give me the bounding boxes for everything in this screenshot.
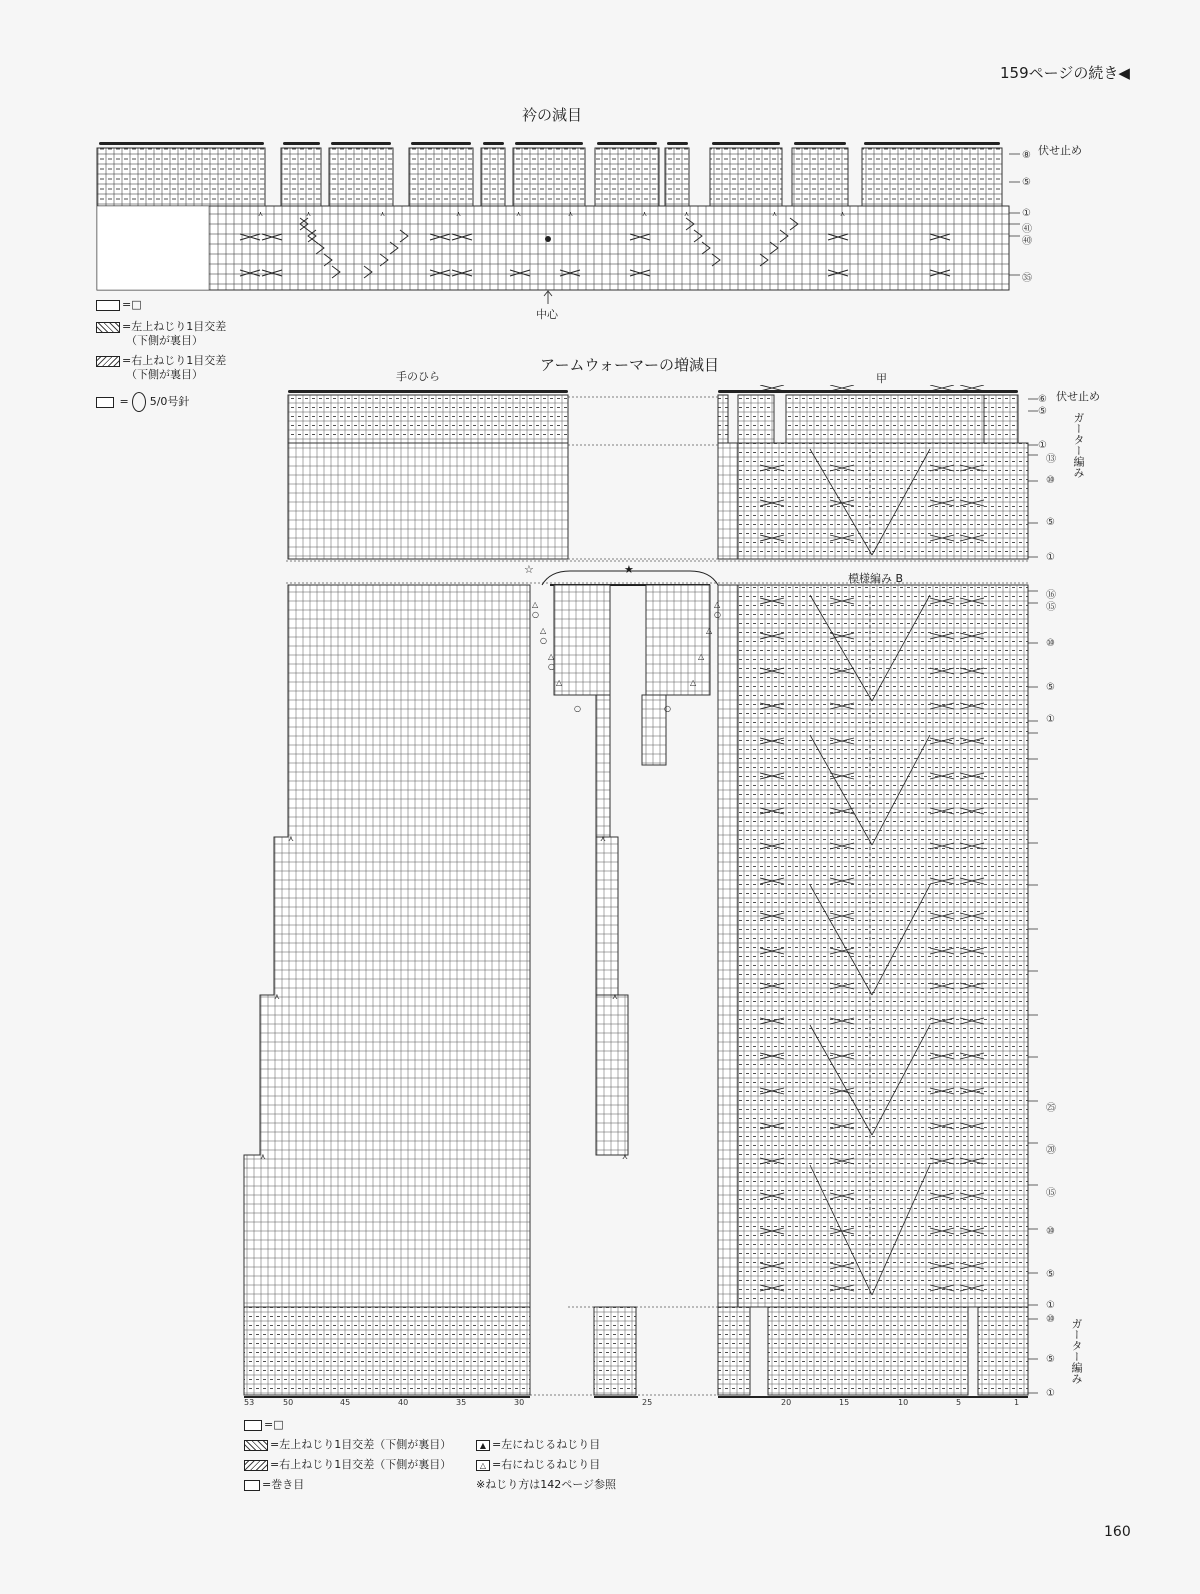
lower-row-1b: ① — [1046, 1300, 1055, 1311]
lower-row-20: ⑳ — [1046, 1145, 1056, 1156]
legend-top: =□ =左上ねじり1目交差 （下側が裏目） =右上ねじり1目交差 （下側が裏目） = 5/0号針 — [96, 298, 226, 412]
note-text: ※ねじり方は142ページ参照 — [476, 1478, 616, 1491]
left-cross-icon — [244, 1440, 268, 1451]
collar-row-8: ⑧ — [1022, 150, 1031, 161]
svg-text:△: △ — [698, 652, 705, 661]
palm-bindoff — [288, 390, 568, 393]
lower-row-10b: ⑩ — [1046, 1226, 1055, 1237]
x-tick-25: 25 — [642, 1398, 653, 1407]
svg-text:⋏: ⋏ — [840, 210, 846, 218]
x-tick-40: 40 — [398, 1398, 409, 1407]
purl-square-icon — [244, 1420, 262, 1431]
svg-text:⋏: ⋏ — [288, 834, 294, 843]
x-tick-20: 20 — [781, 1398, 792, 1407]
svg-text:⋏: ⋏ — [772, 210, 778, 218]
svg-text:⋏: ⋏ — [456, 210, 462, 218]
svg-text:⋏: ⋏ — [380, 210, 386, 218]
svg-text:⋏: ⋏ — [622, 1152, 628, 1161]
armwarmer-chart — [240, 385, 1040, 1405]
svg-text:⋏: ⋏ — [642, 210, 648, 218]
armwarmer-bindoff-label: 伏せ止め — [1056, 390, 1100, 403]
collar-top-blocks — [97, 148, 1002, 206]
lower-row-1: ① — [1046, 714, 1055, 725]
palm-label: 手のひら — [396, 370, 440, 383]
svg-text:△: △ — [706, 626, 713, 635]
svg-text:○: ○ — [548, 662, 555, 671]
lower-row-10: ⑩ — [1046, 638, 1055, 649]
upper-row-10: ⑩ — [1046, 475, 1055, 486]
legend-bottom-col2: ▲ =左にねじるねじり目 △ =右にねじるねじり目 ※ねじり方は142ページ参照 — [476, 1438, 616, 1491]
lower-row-15: ⑮ — [1046, 602, 1056, 613]
svg-text:⋏: ⋏ — [600, 834, 606, 843]
legend-bottom-col1: =□ =左上ねじり1目交差（下側が裏目） =右上ねじり1目交差（下側が裏目） =巻き目 — [244, 1418, 451, 1492]
page-number: 160 — [1104, 1524, 1131, 1540]
right-cross-icon — [244, 1460, 268, 1471]
collar-row-40: ㊵ — [1022, 236, 1032, 247]
svg-text:⋏: ⋏ — [306, 210, 312, 218]
svg-text:△: △ — [690, 678, 697, 687]
x-tick-35: 35 — [456, 1398, 467, 1407]
center-marker — [545, 236, 551, 242]
x-tick-10: 10 — [898, 1398, 909, 1407]
collar-row-35: ㉟ — [1022, 273, 1032, 284]
collar-chart — [90, 134, 1070, 324]
collar-bindoff-dots — [99, 142, 1000, 145]
cuff-row-1: ① — [1046, 1388, 1055, 1399]
svg-text:○: ○ — [540, 636, 547, 645]
x-tick-50: 50 — [283, 1398, 294, 1407]
lower-row-15b: ⑮ — [1046, 1188, 1056, 1199]
lower-row-5b: ⑤ — [1046, 1269, 1055, 1280]
cast-on-icon — [244, 1480, 260, 1491]
upper-row-1: ① — [1038, 440, 1047, 451]
svg-text:△: △ — [540, 626, 547, 635]
palm-top-garter — [288, 395, 568, 443]
cuff-row-5: ⑤ — [1046, 1354, 1055, 1365]
svg-text:⋏: ⋏ — [612, 992, 618, 1001]
upper-row-5b: ⑤ — [1046, 517, 1055, 528]
bobble-square-icon — [96, 397, 114, 408]
lower-row-5: ⑤ — [1046, 682, 1055, 693]
lower-row-16: ⑯ — [1046, 590, 1056, 601]
right-cross-icon — [96, 356, 120, 367]
x-tick-5: 5 — [956, 1398, 962, 1407]
collar-title: 衿の減目 — [522, 106, 583, 124]
svg-text:⋏: ⋏ — [260, 1152, 266, 1161]
upper-row-13: ⑬ — [1046, 454, 1056, 465]
garter-label-upper: ガーター編み — [1072, 412, 1085, 478]
back-label: 甲 — [876, 372, 887, 385]
collar-row-5: ⑤ — [1022, 177, 1031, 188]
bobble-icon — [132, 392, 146, 412]
svg-text:△: △ — [532, 600, 539, 609]
x-tick-45: 45 — [340, 1398, 351, 1407]
svg-text:⋏: ⋏ — [274, 992, 280, 1001]
x-tick-15: 15 — [839, 1398, 850, 1407]
collar-row-1: ① — [1022, 208, 1031, 219]
star-filled: ★ — [624, 563, 634, 576]
svg-text:△: △ — [714, 600, 721, 609]
collar-body-grid — [97, 206, 1009, 290]
svg-text:△: △ — [556, 678, 563, 687]
left-cross-icon — [96, 322, 120, 333]
x-tick-30: 30 — [514, 1398, 525, 1407]
lower-row-25: ㉕ — [1046, 1103, 1056, 1114]
x-tick-53: 53 — [244, 1398, 255, 1407]
armwarmer-title: アームウォーマーの増減目 — [540, 356, 719, 374]
svg-text:○: ○ — [714, 610, 721, 619]
x-tick-1: 1 — [1014, 1398, 1020, 1407]
cuff-row-10: ⑩ — [1046, 1314, 1055, 1325]
svg-text:△: △ — [548, 652, 555, 661]
svg-text:⋏: ⋏ — [516, 210, 522, 218]
svg-text:⋏: ⋏ — [684, 210, 690, 218]
palm-upper-grid — [288, 443, 568, 559]
collar-bindoff-label: 伏せ止め — [1038, 144, 1082, 157]
upper-row-1b: ① — [1046, 552, 1055, 563]
svg-text:○: ○ — [574, 704, 581, 713]
purl-square-icon — [96, 300, 120, 311]
svg-text:⋏: ⋏ — [258, 210, 264, 218]
continuation-note: 159ページの続き◀ — [1000, 64, 1130, 82]
garter-label-lower: ガーター編み — [1070, 1318, 1083, 1384]
upper-row-6: ⑥ — [1038, 394, 1047, 405]
palm-lower-grid — [244, 585, 530, 1395]
svg-text:○: ○ — [532, 610, 539, 619]
center-label: 中心 — [536, 308, 558, 321]
pattern-b-label: 模様編み B — [848, 572, 904, 585]
right-twist-inc-icon: △ — [476, 1460, 490, 1471]
collar-row-41: ㊶ — [1022, 224, 1032, 235]
svg-text:⋏: ⋏ — [568, 210, 574, 218]
left-twist-inc-icon: ▲ — [476, 1440, 490, 1451]
upper-row-5: ⑤ — [1038, 406, 1047, 417]
palm-cuff-garter — [244, 1307, 530, 1395]
star-open: ☆ — [524, 563, 534, 576]
svg-text:○: ○ — [664, 704, 671, 713]
